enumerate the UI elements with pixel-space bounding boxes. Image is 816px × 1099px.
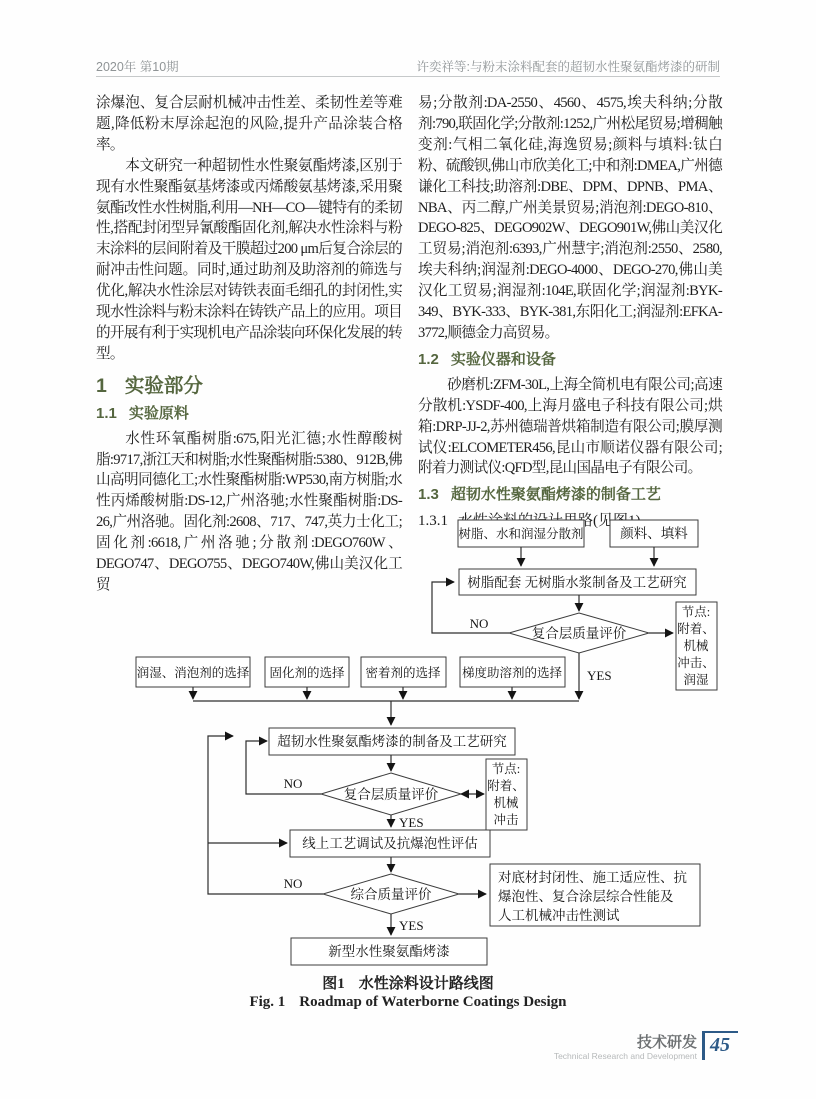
figure-caption-zh [96, 972, 720, 993]
node-resin-matching-label: 树脂配套 无树脂水浆制备及工艺研究 [467, 575, 687, 590]
node-resin-dispersant-label: 树脂、水和润湿分散剂 [458, 527, 584, 541]
branch-yes-1: YES [587, 668, 612, 683]
figure-1-flowchart [96, 512, 720, 970]
checkpoint-2-line: 附着、 [487, 779, 525, 793]
figure-caption-zh-number: 图1 [322, 976, 345, 992]
header-rule [96, 76, 720, 77]
checkpoint-1-line: 冲击、 [677, 656, 715, 670]
section-title: 实验仪器和设备 [450, 350, 556, 368]
branch-no-1: NO [469, 616, 489, 631]
figure-caption-en-number: Fig. 1 [249, 994, 286, 1010]
checkpoint-1-line: 附着、 [677, 622, 715, 636]
node-curing-agent-label: 固化剂的选择 [269, 666, 345, 680]
paragraph-equipment: 砂磨机:ZFM-30L,上海全简机电有限公司;高速分散机:YSDF-400,上海月盛电子科技有限公司;烘箱:DRP-JJ-2,苏州德瑞普烘箱制造有限公司;膜厚测试仪:ELCOMETER456,昆山市顺诺仪器有限公司;附着力测试仪:QFD型,昆山国晶电子有限公司。 [418, 376, 722, 477]
decision-composite-eval-2-label: 复合层质量评价 [343, 787, 439, 802]
right-column [418, 93, 722, 534]
section-number: 1 [96, 374, 107, 397]
paragraph-materials: 水性环氧酯树脂:675,阳光汇德;水性醇酸树脂:9717,浙江天和树脂;水性聚酯树脂:5380、912B,佛山高明同德化工;水性聚酯树脂:WP530,南方树脂;水性丙烯酸树脂:DS-12,广州洛驰;水性聚酯树脂:DS-26,广州洛驰。固化剂:2608、717、747,英力士化工;固化剂:6618,广州洛驰;分散剂:DEGO760W、DEGO747、DEGO755、DEGO740W,佛山美汉化工贸 [96, 430, 402, 593]
footer-section-name-en: Technical Research and Development [553, 1051, 697, 1061]
section-title: 超韧水性聚氨酯烤漆的制备工艺 [450, 486, 661, 504]
branch-yes-3: YES [399, 918, 424, 933]
node-online-debug-label: 线上工艺调试及抗爆泡性评估 [302, 836, 478, 851]
checkpoint-1-line: 机械 [683, 639, 709, 653]
footer-accent-vline [702, 1031, 705, 1060]
section-heading-1-3 [418, 485, 722, 506]
final-test-line: 人工机械冲击性测试 [498, 908, 620, 923]
section-number: 1.3 [418, 486, 439, 504]
paragraph-materials-continued: 易;分散剂:DA-2550、4560、4575,埃夫科纳;分散剂:790,联固化学;分散剂:1252,广州松尾贸易;增稠触变剂:气相二氧化硅,海逸贸易;颜料与填料:钛白粉、硫酸钡,佛山市欣美化工;中和剂:DMEA,广州德谦化工科技;助溶剂:DBE、DPM、DPNB、PMA、NBA、丙二醇,广州美景贸易;消泡剂:DEGO-810、DEGO-825、DEGO902W、DEGO901W,佛山美汉化工贸易;消泡剂:6393,广州慧宇;消泡剂:2550、2580,埃夫科纳;润湿剂:DEGO-4000、DEGO-270,佛山美汉化工贸易;润湿剂:104E,联固化学;润湿剂:BYK-349、BYK-333、BYK-381,东阳化工;润湿剂:EFKA-3772,顺德金力高贸易。 [418, 95, 722, 341]
footer-section-name: 技术研发 [636, 1034, 697, 1051]
final-test-line: 对底材封闭性、施工适应性、抗 [498, 870, 687, 885]
final-test-line: 爆泡性、复合涂层综合性能及 [498, 889, 674, 904]
header-running-title: 许奕祥等:与粉末涂料配套的超韧水性聚氨酯烤漆的研制 [416, 60, 720, 74]
node-gradient-cosolvent-label: 梯度助溶剂的选择 [461, 666, 563, 680]
checkpoint-2-line: 节点: [491, 762, 521, 776]
page-number: 45 [710, 1034, 730, 1056]
checkpoint-2-line: 冲击 [493, 813, 519, 827]
section-heading-1-1 [96, 404, 402, 425]
section-heading-1 [96, 376, 402, 397]
feedback-eval3-to-preparation [208, 736, 323, 894]
checkpoint-2-line: 机械 [493, 796, 519, 810]
figure-caption-en [96, 994, 720, 1011]
decision-composite-eval-1-label: 复合层质量评价 [531, 626, 627, 641]
section-number: 1.2 [418, 350, 439, 368]
section-title: 实验部分 [124, 374, 203, 397]
node-new-coating-label: 新型水性聚氨酯烤漆 [328, 944, 450, 959]
node-preparation-label: 超韧水性聚氨酯烤漆的制备及工艺研究 [277, 734, 507, 749]
branch-no-3: NO [283, 876, 303, 891]
section-heading-1-2 [418, 350, 722, 371]
section-number: 1.1 [96, 404, 117, 422]
paragraph-continuation: 涂爆泡、复合层耐机械冲击性差、柔韧性差等难题,降低粉末厚涂起泡的风险,提升产品涂装合格率。 [96, 95, 402, 153]
checkpoint-1-line: 节点: [681, 605, 711, 619]
figure-caption-en-text: Roadmap of Waterborne Coatings Design [299, 994, 567, 1010]
footer-accent-hline [702, 1031, 738, 1033]
node-pigment-filler-label: 颜料、填料 [620, 526, 688, 541]
section-number: 1.3.1 [418, 513, 448, 530]
node-wetting-defoamer-label: 润湿、消泡剂的选择 [136, 666, 250, 680]
branch-no-2: NO [283, 776, 303, 791]
decision-overall-eval-label: 综合质量评价 [350, 887, 432, 902]
branch-yes-2: YES [399, 815, 424, 830]
section-title: 实验原料 [128, 404, 189, 422]
node-adhesion-agent-label: 密着剂的选择 [365, 666, 441, 680]
header-issue: 2020年 第10期 [96, 60, 179, 74]
figure-caption-zh-text: 水性涂料设计路线图 [358, 976, 494, 992]
paragraph-intro: 本文研究一种超韧性水性聚氨酯烤漆,区别于现有水性聚酯氨基烤漆或丙烯酸氨基烤漆,采用聚氨酯改性水性树脂,利用—NH—CO—键特有的柔韧性,搭配封闭型异氰酸酯固化剂,解决水性涂料与粉末涂料的层间附着及干膜超过200 μm后复合涂层的耐冲击性问题。同时,通过助剂及助溶剂的筛选与优化,解决水性涂层对铸铁表面毛细孔的封闭性,实现水性涂料与粉末涂料在铸铁产品上的应用。项目的开展有利于实现机电产品涂装向环保化发展的转型。 [96, 157, 402, 362]
checkpoint-1-line: 润湿 [683, 673, 709, 687]
